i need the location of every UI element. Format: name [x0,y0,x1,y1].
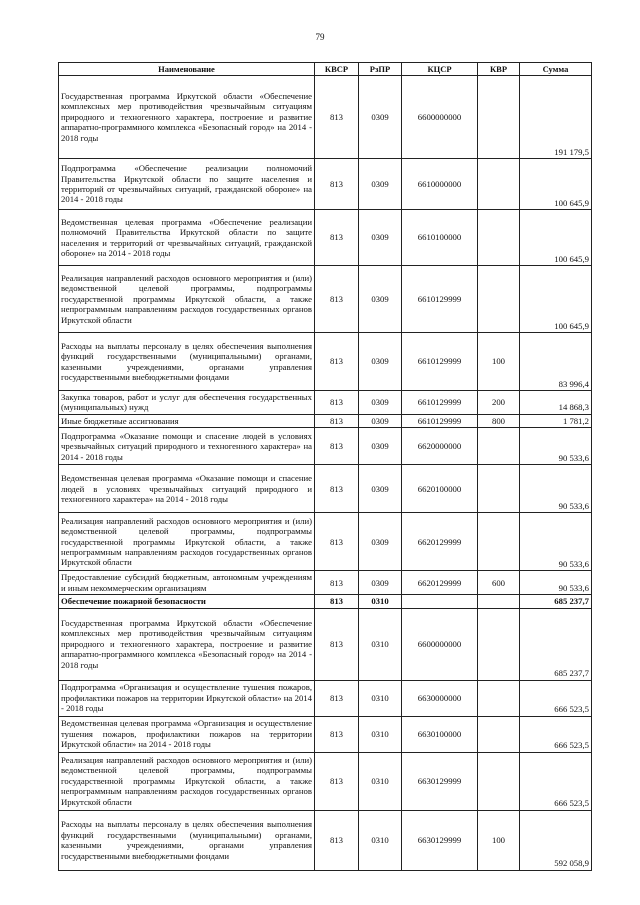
row-rzpr-cell: 0310 [359,810,402,870]
row-kcsr-cell: 6620129999 [402,513,478,571]
row-kvsr-cell: 813 [315,608,359,680]
budget-table [58,62,592,871]
row-kvr-cell [478,716,520,752]
row-name-cell: Государственная программа Иркутской области «Обеспечение комплексных мер противодействия чрезвычайным ситуациям природного и техногенного характера, построение и развитие аппаратно-программного комплекса «Безопасный город» на 2014 - 2018 годы [59,608,315,680]
table-row [59,608,592,680]
row-sum-cell: 90 533,6 [520,428,592,465]
row-kcsr-cell: 6610100000 [402,210,478,266]
row-rzpr-cell: 0309 [359,266,402,333]
row-kvr-cell [478,266,520,333]
row-kcsr-cell: 6630129999 [402,752,478,810]
table-header [59,63,592,76]
row-kvr-cell: 100 [478,810,520,870]
row-kvsr-cell: 813 [315,716,359,752]
row-sum-cell: 90 533,6 [520,465,592,513]
row-kvsr-cell: 813 [315,333,359,391]
row-name-cell: Обеспечение пожарной безопасности [59,595,315,608]
header-sum: Сумма [520,63,592,76]
table-row [59,810,592,870]
row-kvsr-cell: 813 [315,571,359,595]
row-kvsr-cell: 813 [315,210,359,266]
row-sum-cell: 100 645,9 [520,266,592,333]
row-rzpr-cell: 0309 [359,391,402,415]
row-sum-cell: 1 781,2 [520,414,592,427]
row-kvr-cell [478,465,520,513]
row-rzpr-cell: 0309 [359,513,402,571]
table-row [59,465,592,513]
row-sum-cell: 100 645,9 [520,210,592,266]
table-row [59,159,592,210]
row-kcsr-cell: 6610129999 [402,414,478,427]
row-name-cell: Расходы на выплаты персоналу в целях обеспечения выполнения функций государственными (муниципальными) органами, казенными учреждениями, органами управления государственными внебюджетными фондами [59,333,315,391]
row-sum-cell: 685 237,7 [520,608,592,680]
row-name-cell: Подпрограмма «Организация и осуществление тушения пожаров, профилактики пожаров на территории Иркутской области» на 2014 - 2018 годы [59,680,315,716]
header-name: Наименование [59,63,315,76]
row-kvr-cell: 800 [478,414,520,427]
row-sum-cell: 666 523,5 [520,752,592,810]
row-sum-cell: 90 533,6 [520,571,592,595]
table-row [59,210,592,266]
row-sum-cell: 685 237,7 [520,595,592,608]
row-kcsr-cell [402,595,478,608]
table-row [59,333,592,391]
row-kvsr-cell: 813 [315,680,359,716]
row-name-cell: Реализация направлений расходов основного мероприятия и (или) ведомственной целевой программы, подпрограммы государственной программы Иркутской области, а также непрограммным направлениям расходов государственных органов Иркутской области [59,752,315,810]
row-kvr-cell [478,595,520,608]
row-rzpr-cell: 0310 [359,752,402,810]
table-row [59,414,592,427]
row-sum-cell: 83 996,4 [520,333,592,391]
row-kvr-cell [478,608,520,680]
row-kvr-cell [478,76,520,159]
row-kvsr-cell: 813 [315,266,359,333]
row-kvr-cell [478,210,520,266]
row-kvsr-cell: 813 [315,465,359,513]
header-kvsr: КВСР [315,63,359,76]
row-kvsr-cell: 813 [315,159,359,210]
row-kvr-cell: 200 [478,391,520,415]
row-name-cell: Иные бюджетные ассигнования [59,414,315,427]
row-kvsr-cell: 813 [315,752,359,810]
row-kcsr-cell: 6610000000 [402,159,478,210]
row-name-cell: Ведомственная целевая программа «Организация и осуществление тушения пожаров, профилактики пожаров на территории Иркутской области» на 2014 - 2018 годы [59,716,315,752]
row-sum-cell: 90 533,6 [520,513,592,571]
row-kvr-cell [478,428,520,465]
row-kvsr-cell: 813 [315,595,359,608]
row-rzpr-cell: 0310 [359,680,402,716]
row-kcsr-cell: 6620129999 [402,571,478,595]
table-row [59,752,592,810]
row-name-cell: Ведомственная целевая программа «Обеспечение реализации полномочий Правительства Иркутской области по защите населения и территорий от чрезвычайных ситуаций, гражданской обороне» на 2014 - 2018 годы [59,210,315,266]
row-kcsr-cell: 6610129999 [402,266,478,333]
table-row [59,680,592,716]
row-name-cell: Реализация направлений расходов основного мероприятия и (или) ведомственной целевой программы, подпрограммы государственной программы Иркутской области, а также непрограммным направлениям расходов государственных органов Иркутской области [59,266,315,333]
row-sum-cell: 100 645,9 [520,159,592,210]
row-rzpr-cell: 0309 [359,571,402,595]
row-kvr-cell [478,159,520,210]
row-kcsr-cell: 6620100000 [402,465,478,513]
table-row [59,595,592,608]
row-name-cell: Подпрограмма «Оказание помощи и спасение людей в условиях чрезвычайных ситуаций природного и техногенного характера» на 2014 - 2018 годы [59,428,315,465]
table-row [59,428,592,465]
row-kvr-cell [478,513,520,571]
row-sum-cell: 666 523,5 [520,680,592,716]
row-name-cell: Государственная программа Иркутской области «Обеспечение комплексных мер противодействия чрезвычайным ситуациям природного и техногенного характера, построение и развитие аппаратно-программного комплекса «Безопасный город» на 2014 - 2018 годы [59,76,315,159]
row-sum-cell: 191 179,5 [520,76,592,159]
table-body [59,76,592,871]
row-name-cell: Реализация направлений расходов основного мероприятия и (или) ведомственной целевой программы, подпрограммы государственной программы Иркутской области, а также непрограммным направлениям расходов государственных органов Иркутской области [59,513,315,571]
row-name-cell: Закупка товаров, работ и услуг для обеспечения государственных (муниципальных) нужд [59,391,315,415]
row-kcsr-cell: 6610129999 [402,391,478,415]
row-kcsr-cell: 6620000000 [402,428,478,465]
table-row [59,513,592,571]
row-name-cell: Ведомственная целевая программа «Оказание помощи и спасение людей в условиях чрезвычайных ситуаций природного и техногенного характера» на 2014 - 2018 годы [59,465,315,513]
row-sum-cell: 14 868,3 [520,391,592,415]
table-row [59,571,592,595]
row-sum-cell: 592 058,9 [520,810,592,870]
row-rzpr-cell: 0309 [359,414,402,427]
row-rzpr-cell: 0309 [359,159,402,210]
row-kcsr-cell: 6630129999 [402,810,478,870]
row-rzpr-cell: 0309 [359,465,402,513]
row-kcsr-cell: 6610129999 [402,333,478,391]
row-name-cell: Предоставление субсидий бюджетным, автономным учреждениям и иным некоммерческим организациям [59,571,315,595]
row-name-cell: Подпрограмма «Обеспечение реализации полномочий Правительства Иркутской области по защите населения и территорий от чрезвычайных ситуаций, гражданской обороне» на 2014 - 2018 годы [59,159,315,210]
row-kcsr-cell: 6630100000 [402,716,478,752]
row-rzpr-cell: 0309 [359,210,402,266]
header-kcsr: КЦСР [402,63,478,76]
row-sum-cell: 666 523,5 [520,716,592,752]
table-row [59,716,592,752]
row-kvr-cell: 600 [478,571,520,595]
row-kvsr-cell: 813 [315,391,359,415]
row-kvsr-cell: 813 [315,428,359,465]
row-kvsr-cell: 813 [315,810,359,870]
row-rzpr-cell: 0310 [359,716,402,752]
table-row [59,391,592,415]
row-name-cell: Расходы на выплаты персоналу в целях обеспечения выполнения функций государственными (муниципальными) органами, казенными учреждениями, органами управления государственными внебюджетными фондами [59,810,315,870]
row-kcsr-cell: 6600000000 [402,76,478,159]
row-rzpr-cell: 0310 [359,608,402,680]
page-number: 79 [315,32,325,42]
row-rzpr-cell: 0309 [359,428,402,465]
row-rzpr-cell: 0309 [359,333,402,391]
row-kcsr-cell: 6600000000 [402,608,478,680]
row-rzpr-cell: 0309 [359,76,402,159]
header-rzpr: РзПР [359,63,402,76]
row-rzpr-cell: 0310 [359,595,402,608]
table-row [59,266,592,333]
row-kvsr-cell: 813 [315,414,359,427]
row-kvr-cell: 100 [478,333,520,391]
header-row [59,63,592,76]
row-kvr-cell [478,752,520,810]
row-kcsr-cell: 6630000000 [402,680,478,716]
header-kvr: КВР [478,63,520,76]
row-kvr-cell [478,680,520,716]
row-kvsr-cell: 813 [315,513,359,571]
table-row [59,76,592,159]
row-kvsr-cell: 813 [315,76,359,159]
